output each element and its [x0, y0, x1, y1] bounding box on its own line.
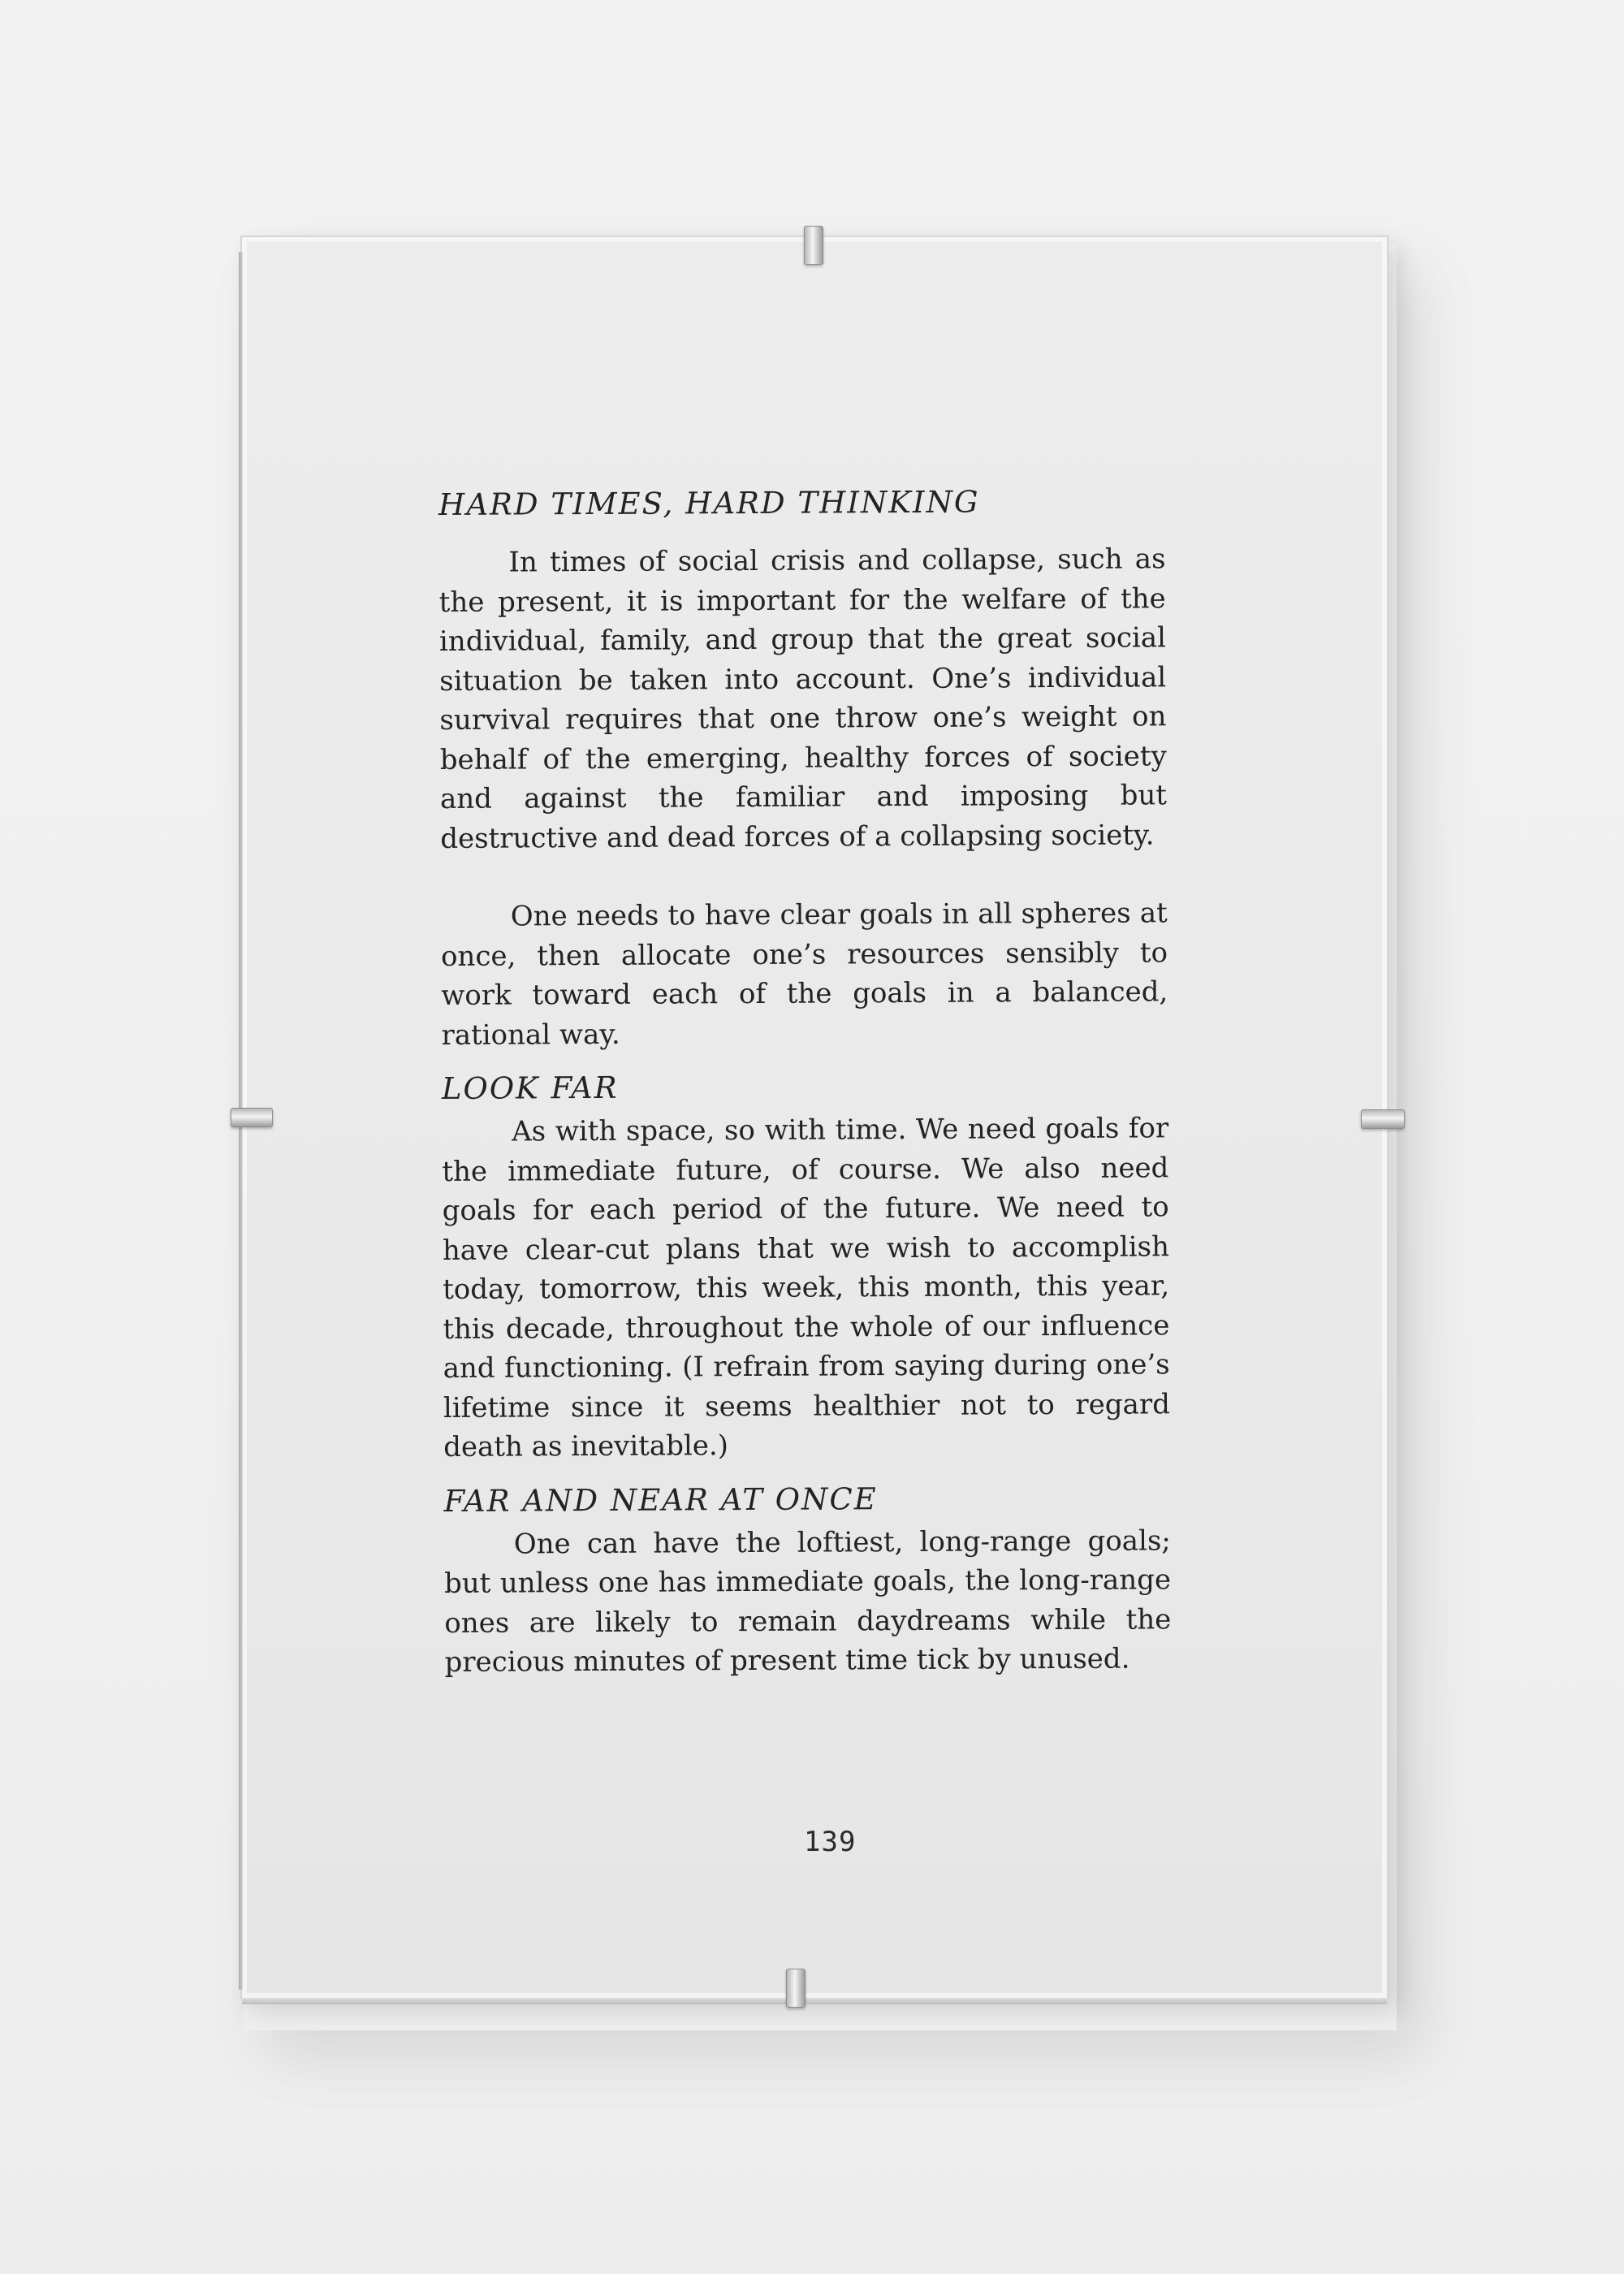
paragraph-clear-goals: One needs to have clear goals in all spheres at once, then allocate one’s resources sensibly to work toward each of the goals in a balanced, rational way. — [440, 897, 1168, 1052]
section-heading-look-far: LOOK FAR — [441, 1070, 619, 1106]
page-number: 139 — [804, 1826, 857, 1858]
section-heading-hard-times: HARD TIMES, HARD THINKING — [438, 484, 980, 522]
paragraph-social-crisis: In times of social crisis and collapse, such as the present, it is important for the welfare of the individual, family, and group that the great social situation be taken into account. One’s individual survival requires that one throw one’s weight on behalf of the emerging, healthy forces of society and against the familiar and imposing but destructive and dead forces of a collapsing society. — [438, 543, 1168, 855]
frame-clip-right — [1361, 1109, 1405, 1129]
paragraph-space-time: As with space, so with time. We need goals for the immediate future, of course. We also need goals for each period of the future. We need to have clear-cut plans that we wish to accomplish today, tomorrow, this week, this month, this year, this decade, throughout the whole of our influence and functioning. (I refrain from saying during one’s lifetime since it seems healthier not to regard death as inevitable.) — [442, 1112, 1171, 1463]
paragraph-long-range-goals: One can have the loftiest, long-range goals; but unless one has immediate goals, the long-range ones are likely to remain daydreams while the precious minutes of present time tick by unused. — [443, 1524, 1172, 1679]
section-heading-far-and-near: FAR AND NEAR AT ONCE — [443, 1481, 878, 1519]
book-page — [438, 483, 1172, 1682]
frame-clip-bottom — [786, 1969, 806, 2008]
frame-clip-left — [231, 1108, 273, 1127]
frame-clip-top — [804, 226, 823, 265]
